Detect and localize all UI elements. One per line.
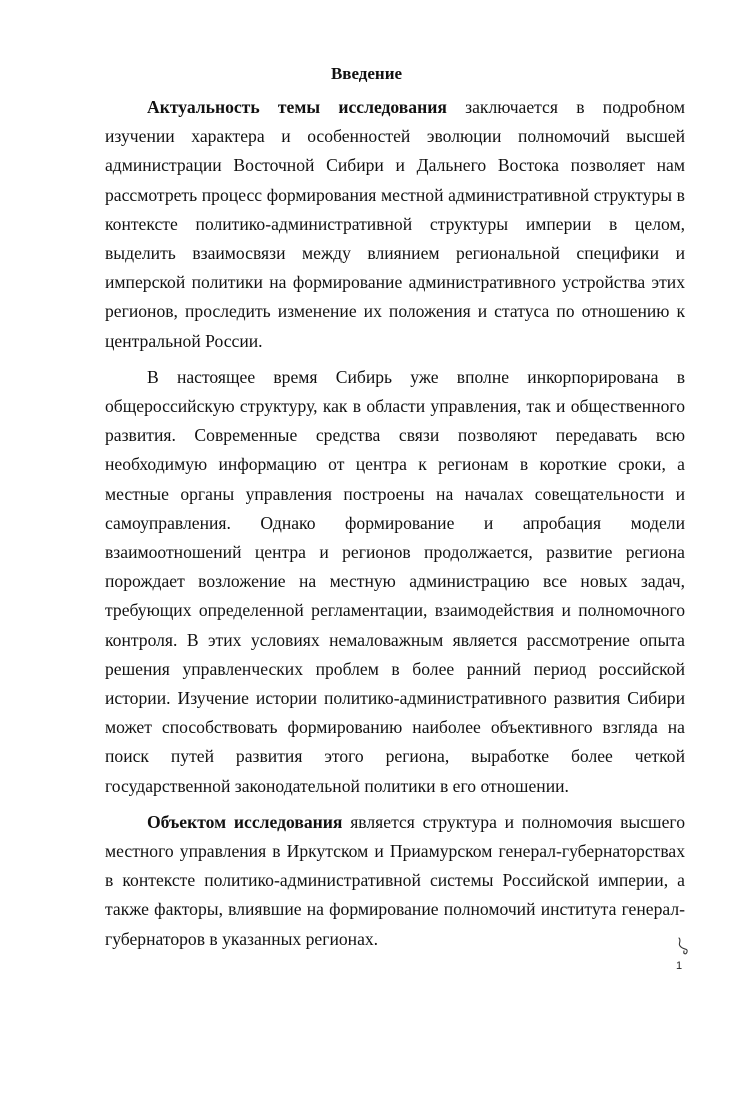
page-number: 1 — [676, 960, 683, 972]
paragraph-present-time — [105, 363, 685, 801]
handwritten-mark-icon — [675, 936, 693, 958]
paragraph-object — [105, 808, 685, 954]
paragraph-lead: Объектом исследования — [147, 811, 343, 832]
body-text — [105, 93, 685, 954]
paragraph-text: В настоящее время Сибирь уже вполне инкорпорирована в общероссийскую структуру, как в области управления, так и общественного развития. Современные средства связи позволяют передавать всю необходимую информацию от центра к регионам в короткие сроки, а местные органы управления построены на началах совещательности и самоуправления. Однако формирование и апробация модели взаимоотношений центра и регионов продолжается, развитие региона порождает возложение на местную администрацию все новых задач, требующих определенной регламентации, взаимодействия и полномочного контроля. В этих условиях немаловажным является рассмотрение опыта решения управленческих проблем в более ранний период российской истории. Изучение истории политико-административного развития Сибири может способствовать формированию наиболее объективного взгляда на поиск путей развития этого региона, выработке более четкой государственной законодательной политики в его отношении. — [105, 366, 685, 796]
paragraph-relevance — [105, 93, 685, 356]
paragraph-text: является структура и полномочия высшего местного управления в Иркутском и Приамурском генерал-губернаторствах в контексте политико-административной системы Российской империи, а также факторы, влиявшие на формирование полномочий института генерал-губернаторов в указанных регионах. — [105, 811, 685, 949]
page-title: Введение — [330, 64, 403, 83]
paragraph-lead: Актуальность темы исследования — [147, 97, 447, 117]
paragraph-text: заключается в подробном изучении характера и особенностей эволюции полномочий высшей администрации Восточной Сибири и Дальнего Востока позволяет нам рассмотреть процесс формирования местной административной структуры в контексте политико-административной структуры империи в целом, выделить взаимосвязи между влиянием региональной специфики и имперской политики на формирование административного устройства этих регионов, проследить изменение их положения и статуса по отношению к центральной России. — [105, 97, 685, 351]
